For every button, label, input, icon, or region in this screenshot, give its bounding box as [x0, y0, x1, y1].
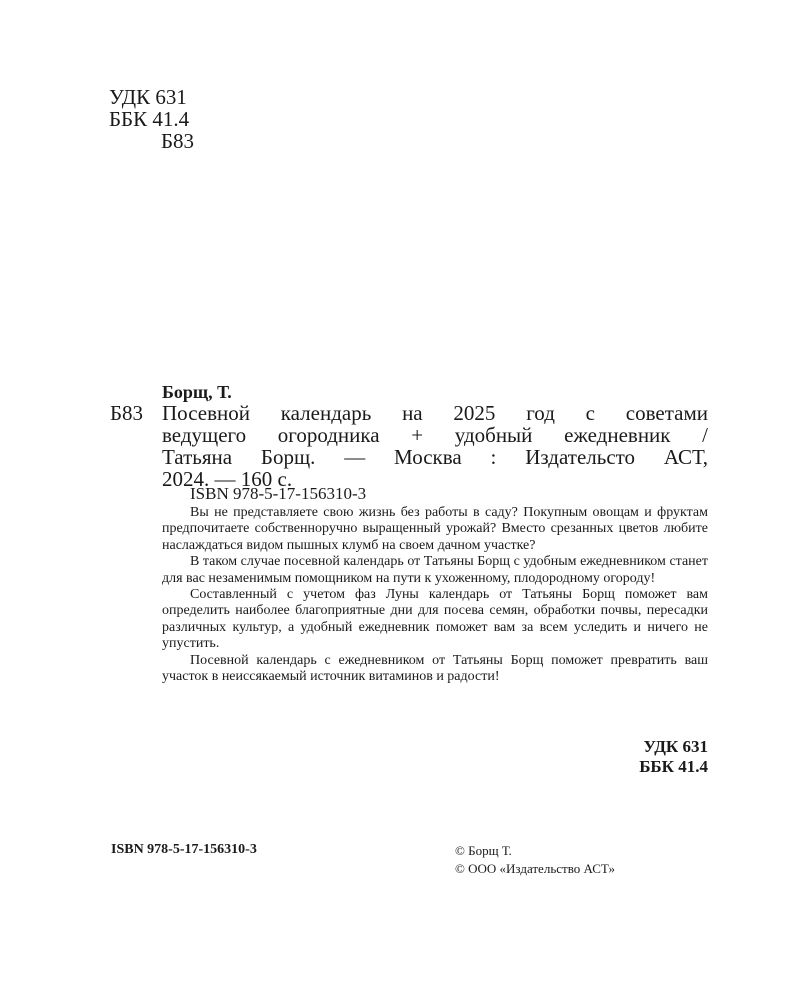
annotation — [162, 505, 708, 685]
udk-code-right: УДК 631 — [643, 737, 708, 756]
author-code: Б83 — [161, 129, 195, 153]
copyright-author: © Борщ Т. — [455, 843, 512, 858]
annotation-paragraph: Составленный с учетом фаз Луны календарь от Татьяны Борщ поможет вам определить наиболее благоприятные дни для посева семян, обработки почвы, пересадки различных культур, а удобный ежедневник поможет вам за всем уследить и ничего не упустить. — [162, 587, 708, 652]
copyright-block — [455, 842, 615, 878]
entry-author: Борщ, Т. — [162, 382, 232, 402]
catalog-line: Татьяна Борщ. — Москва : Издательсто АСТ, — [162, 445, 708, 469]
bbk-code: ББК 41.4 — [109, 107, 190, 131]
catalog-line: ведущего огородника + удобный ежедневник / — [162, 423, 708, 447]
classification-block — [109, 86, 194, 152]
footer-isbn: ISBN 978-5-17-156310-3 — [111, 842, 257, 857]
catalog-line: 2024. — 160 с. — [162, 467, 293, 491]
annotation-paragraph: Посевной календарь с ежедневником от Татьяны Борщ поможет превратить ваш участок в неиссякаемый источник витаминов и радости! — [162, 652, 708, 685]
entry-code: Б83 — [110, 401, 144, 425]
classification-right — [639, 737, 708, 777]
annotation-paragraph: Вы не представляете свою жизнь без работы в саду? Покупным овощам и фруктам предпочитаете собственноручно выращенный урожай? Вместо срезанных цветов любите наслаждаться видом пышных клумб на своем дачном участке? — [162, 505, 708, 553]
catalog-entry — [162, 402, 708, 490]
udk-code: УДК 631 — [109, 85, 187, 109]
catalog-line: Посевной календарь на 2025 год с советами — [162, 401, 708, 425]
bbk-code-right: ББК 41.4 — [639, 757, 708, 776]
copyright-publisher: © ООО «Издательство АСТ» — [455, 861, 616, 876]
entry-isbn: ISBN 978-5-17-156310-3 — [190, 484, 367, 503]
annotation-paragraph: В таком случае посевной календарь от Татьяны Борщ с удобным ежедневником станет для вас незаменимым помощником на пути к ухоженному, плодородному огороду! — [162, 554, 708, 586]
